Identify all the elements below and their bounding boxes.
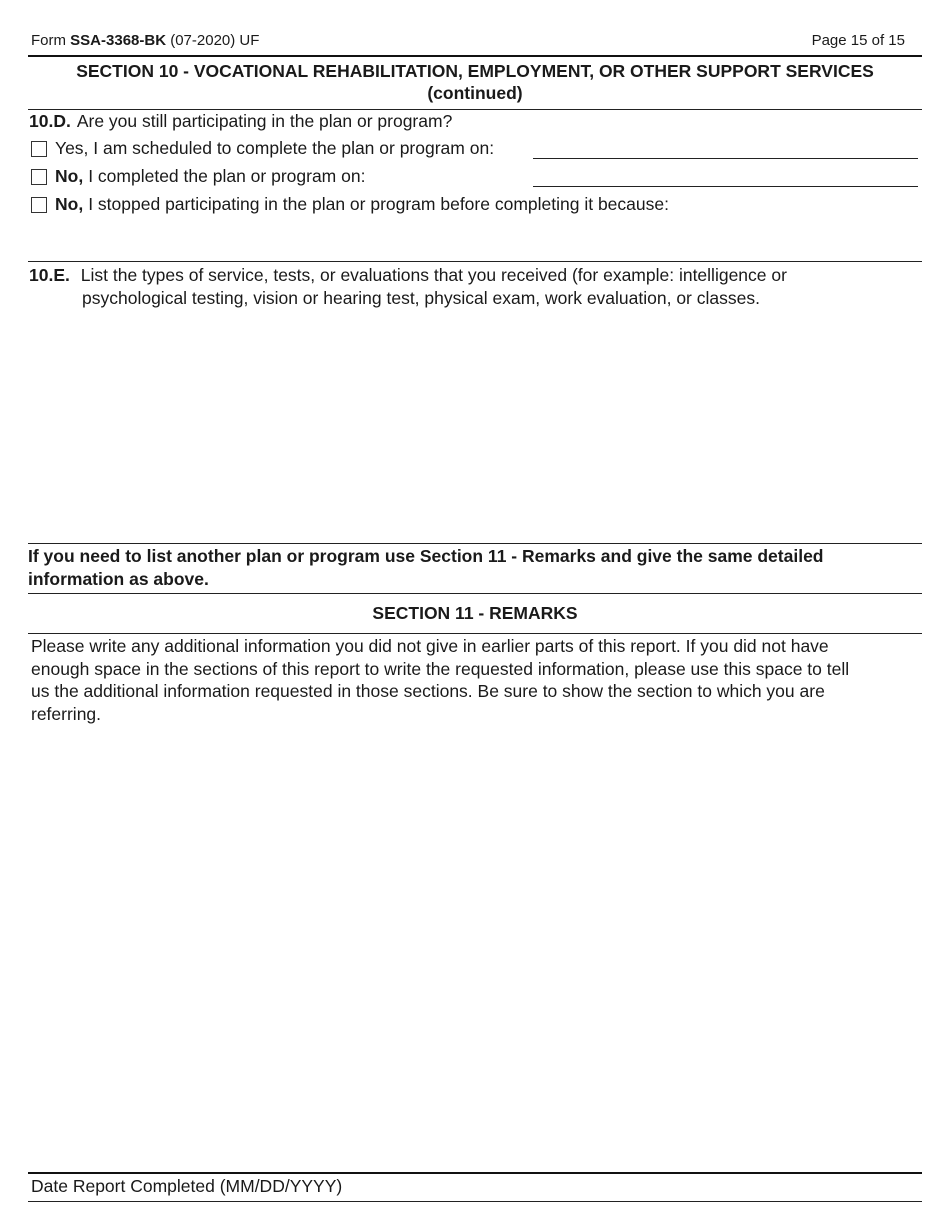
- option-no-completed-label: I completed the plan or program on:: [88, 166, 366, 186]
- divider: [28, 1201, 922, 1202]
- divider: [28, 593, 922, 594]
- question-10d: [29, 111, 452, 132]
- services-received-field[interactable]: [28, 312, 922, 540]
- remarks-field[interactable]: [28, 730, 922, 1168]
- divider: [28, 633, 922, 634]
- divider: [28, 543, 922, 544]
- option-no-stopped-label: I stopped participating in the plan or program before completing it because:: [88, 194, 669, 214]
- date-report-completed-field[interactable]: [370, 1174, 922, 1200]
- remarks-instructions-line2: enough space in the sections of this report to write the requested information, please use this space to tell: [31, 658, 850, 679]
- section-10-title-line1: SECTION 10 - VOCATIONAL REHABILITATION, EMPLOYMENT, OR OTHER SUPPORT SERVICES: [76, 61, 874, 81]
- question-10e-text-line1: List the types of service, tests, or evaluations that you received (for example: intelligence or: [80, 265, 787, 285]
- form-prefix: Form: [31, 32, 66, 49]
- section-11-title: SECTION 11 - REMARKS: [372, 603, 578, 623]
- completion-date-field[interactable]: [533, 186, 918, 187]
- section-10-title-line2: (continued): [427, 83, 523, 103]
- option-no-completed-bold: No,: [55, 166, 84, 186]
- remarks-instructions: [31, 635, 916, 725]
- option-yes-scheduled-label: Yes, I am scheduled to complete the plan or program on:: [55, 138, 495, 158]
- question-10d-label: 10.D.: [29, 111, 71, 131]
- another-plan-note: [28, 545, 918, 590]
- checkbox-no-completed[interactable]: [31, 169, 47, 185]
- remarks-instructions-line4: referring.: [31, 703, 102, 724]
- option-no-completed[interactable]: [31, 166, 365, 187]
- option-no-stopped-bold: No,: [55, 194, 84, 214]
- option-yes-scheduled[interactable]: [31, 138, 494, 159]
- form-number: SSA-3368-BK: [70, 32, 167, 49]
- another-plan-note-line2: information as above.: [28, 568, 209, 589]
- date-report-completed-label: Date Report Completed (MM/DD/YYYY): [31, 1176, 343, 1196]
- page-number: Page 15 of 15: [811, 32, 905, 49]
- divider: [28, 109, 922, 110]
- option-no-stopped[interactable]: [31, 194, 669, 215]
- remarks-instructions-line1: Please write any additional information you did not give in earlier parts of this report. If you did not have: [31, 636, 829, 656]
- form-revision: (07-2020) UF: [170, 32, 260, 49]
- question-10e-text-line2: psychological testing, vision or hearing test, physical exam, work evaluation, or classes.: [82, 287, 760, 308]
- stopped-reason-field[interactable]: [28, 220, 922, 260]
- question-10e: [29, 264, 909, 309]
- checkbox-yes-scheduled[interactable]: [31, 141, 47, 157]
- scheduled-completion-date-field[interactable]: [533, 158, 918, 159]
- question-10d-text: Are you still participating in the plan or program?: [76, 111, 453, 131]
- checkbox-no-stopped[interactable]: [31, 197, 47, 213]
- another-plan-note-line1: If you need to list another plan or program use Section 11 - Remarks and give the same detailed: [28, 546, 824, 566]
- question-10e-label: 10.E.: [29, 265, 70, 285]
- form-identifier: [31, 32, 259, 49]
- divider: [28, 261, 922, 262]
- divider: [28, 55, 922, 57]
- section-10-title: [28, 60, 922, 104]
- remarks-instructions-line3: us the additional information requested in those sections. Be sure to show the section to which you are: [31, 681, 825, 701]
